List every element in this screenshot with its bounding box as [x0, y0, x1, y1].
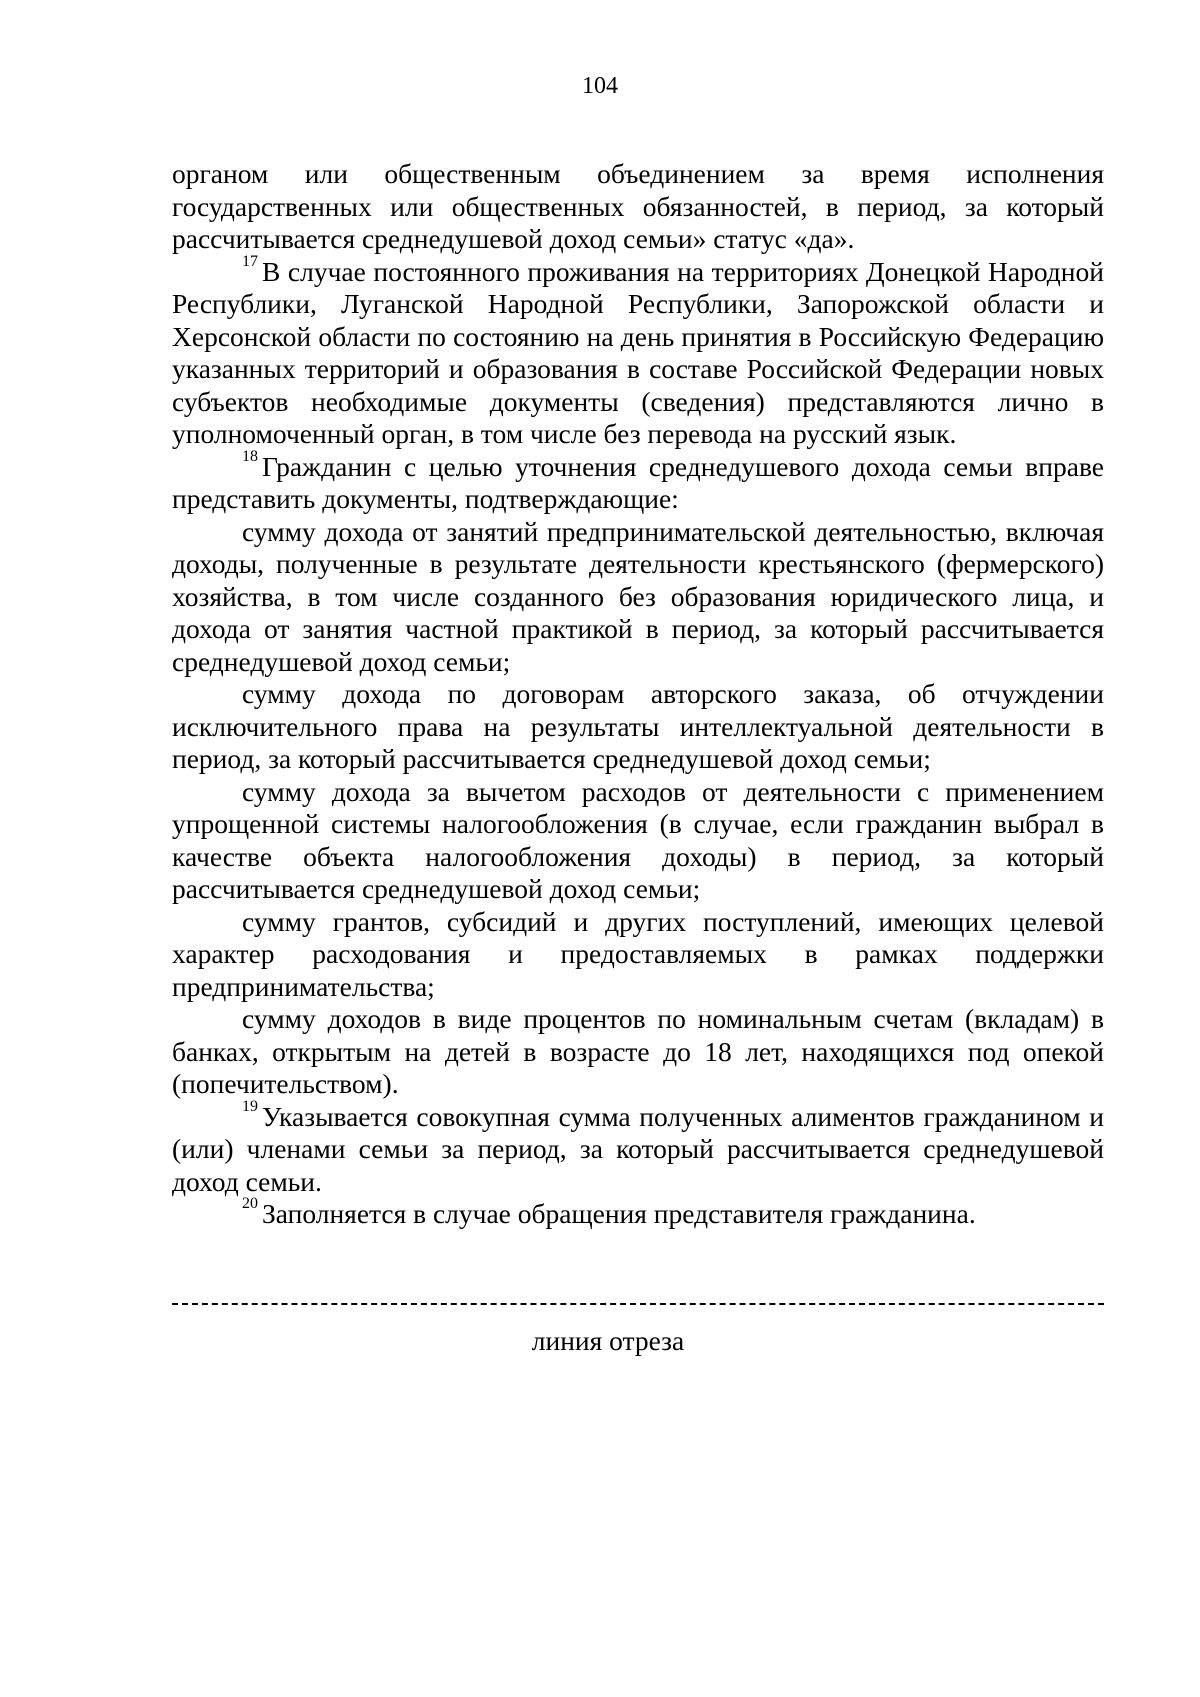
cut-line-divider	[172, 1303, 1104, 1305]
paragraph-text: сумму дохода от занятий предпринимательской деятельностью, включая доходы, полученные в результате деятельности крестьянского (фермерского) хозяйства, в том числе созданного без образования юридического лица, и дохода от занятия частной практикой в период, за который рассчитывается среднедушевой доход семьи;	[172, 515, 1104, 677]
cut-section	[172, 1293, 1104, 1357]
paragraph-continuation	[172, 158, 1104, 256]
paragraph-text: сумму дохода по договорам авторского заказа, об отчуждении исключительного права на результаты интеллектуальной деятельности в период, за который рассчитывается среднедушевой доход семьи;	[172, 678, 1104, 774]
paragraph-text: Гражданин с целью уточнения среднедушевого дохода семьи вправе представить документы, подтверждающие:	[172, 450, 1104, 514]
cut-line-label: линия отреза	[531, 1325, 685, 1356]
list-item	[172, 776, 1104, 906]
list-item	[172, 678, 1104, 776]
footnote-marker: 19	[242, 1097, 258, 1115]
paragraph-text: Указывается совокупная сумма полученных алиментов гражданином и (или) членами семьи за период, за который рассчитывается среднедушевой доход семьи.	[172, 1100, 1104, 1197]
list-item	[172, 516, 1104, 679]
footnote-17	[172, 252, 1104, 451]
page-number: 104	[582, 73, 618, 99]
paragraph-text: В случае постоянного проживания на территориях Донецкой Народной Республики, Луганской Народной Республики, Запорожской области и Херсонской области по состоянию на день принятия в Российскую Федерацию указанных территорий и образования в составе Российской Федерации новых субъектов необходимые документы (сведения) представляются лично в уполномоченный орган, в том числе без перевода на русский язык.	[172, 255, 1104, 449]
footnote-marker: 18	[242, 447, 258, 465]
footnote-20	[172, 1195, 1104, 1231]
list-item	[172, 1003, 1104, 1101]
paragraph-text: сумму доходов в виде процентов по номинальным счетам (вкладам) в банках, открытым на детей в возрасте до 18 лет, находящихся под опекой (попечительством).	[172, 1003, 1104, 1099]
footnote-marker: 20	[242, 1195, 258, 1212]
paragraph-text: органом или общественным объединением за время исполнения государственных или общественных обязанностей, в период, за который рассчитывается среднедушевой доход семьи» статус «да».	[172, 158, 1104, 254]
paragraph-text: Заполняется в случае обращения представителя гражданина.	[262, 1198, 976, 1229]
footnote-19	[172, 1097, 1104, 1199]
paragraph-text: сумму дохода за вычетом расходов от деятельности с применением упрощенной системы налогообложения (в случае, если гражданин выбрал в качестве объекта налогообложения доходы) в период, за который рассчитывается среднедушевой доход семьи;	[172, 775, 1104, 904]
list-item	[172, 906, 1104, 1004]
footnote-marker: 17	[242, 252, 258, 270]
footnote-18	[172, 447, 1104, 516]
document-body	[172, 158, 1104, 1231]
paragraph-text: сумму грантов, субсидий и других поступлений, имеющих целевой характер расходования и предоставляемых в рамках поддержки предпринимательства;	[172, 905, 1104, 1002]
